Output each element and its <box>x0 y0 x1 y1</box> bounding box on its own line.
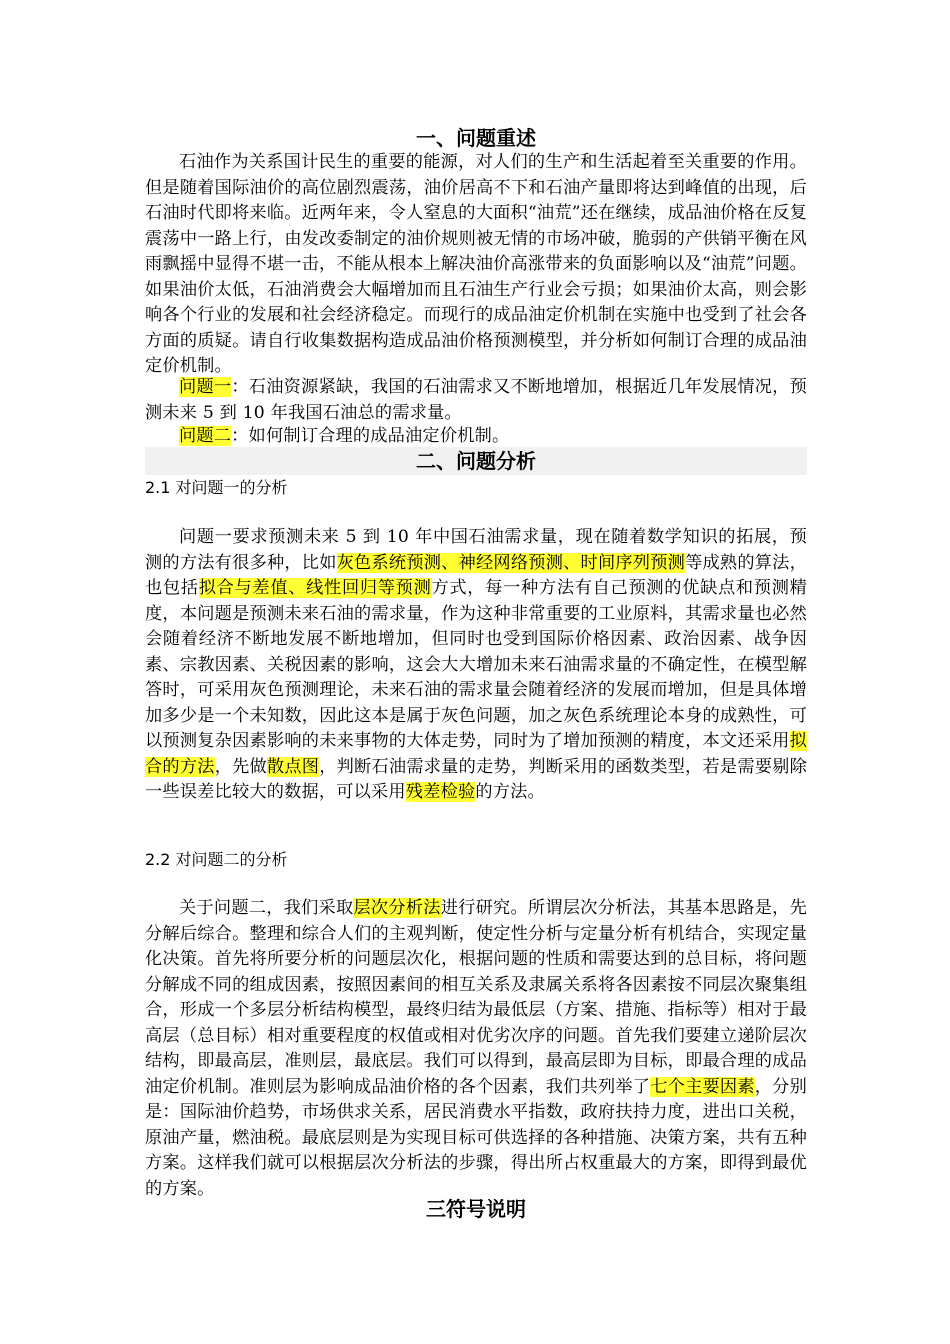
p1-text-4: ，先做 <box>214 756 267 777</box>
p1-highlight-4: 散点图 <box>266 756 320 777</box>
question1-label: 问题一 <box>179 377 232 397</box>
question2-paragraph <box>145 424 807 450</box>
subsection-2-2-paragraph <box>145 896 807 1202</box>
question2-label: 问题二 <box>179 426 232 446</box>
p1-text-2: 等成熟的算法，也包括 <box>145 552 807 598</box>
p1-text-6: 的方法。 <box>475 782 545 802</box>
p1-highlight-1: 灰色系统预测、神经网络预测、时间序列预测 <box>336 552 686 573</box>
p1-highlight-3: 拟合的方法 <box>145 731 807 777</box>
p1-highlight-2: 拟合与差值、线性回归等预测 <box>198 578 432 598</box>
question1-text: ：石油资源紧缺，我国的石油需求又不断地增加，根据近几年发展情况，预测未来 5 到 10 年我国石油总的需求量。 <box>145 377 807 423</box>
subsection-2-1-paragraph <box>145 525 807 806</box>
section2-title: 二、问题分析 <box>145 447 807 475</box>
p1-text-5: ，判断石油需求量的走势，判断采用的函数类型，若是需要剔除一些误差比较大的数据，可以采用 <box>145 756 807 802</box>
subsection-2-1-title: 2.1 对问题一的分析 <box>145 478 288 497</box>
p1-text-1: 问题一要求预测未来 5 到 10 年中国石油需求量，现在随着数学知识的拓展，预测的方法有很多种，比如 <box>145 527 807 573</box>
section3-title: 三符号说明 <box>426 1197 526 1221</box>
question2-text: ：如何制订合理的成品油定价机制。 <box>231 426 510 446</box>
subsection-2-2-title: 2.2 对问题二的分析 <box>145 850 288 869</box>
p2-highlight-1: 层次分析法 <box>353 898 441 918</box>
p2-highlight-2: 七个主要因素 <box>650 1076 755 1097</box>
p2-text-3: ，分别是：国际油价趋势，市场供求关系，居民消费水平指数，政府扶持力度，进出口关税，原油产量，燃油税。最底层则是为实现目标可供选择的各种措施、决策方案，共有五种方案。这样我们就可以根据层次分析法的步骤，得出所占权重最大的方案，即得到最优的方案。 <box>145 1076 807 1199</box>
question1-paragraph <box>145 375 807 426</box>
p2-text-2: 进行研究。所谓层次分析法，其基本思路是，先分解后综合。整理和综合人们的主观判断，使定性分析与定量分析有机结合，实现定量化决策。首先将所要分析的问题层次化，根据问题的性质和需要达到的总目标，将问题分解成不同的组成因素，按照因素间的相互关系及隶属关系将各因素按不同层次聚集组合，形成一个多层分析结构模型，最终归结为最低层（方案、措施、指标等）相对于最高层（总目标）相对重要程度的权值或相对优劣次序的问题。首先我们要建立递阶层次结构，即最高层，准则层，最底层。我们可以得到，最高层即为目标，即最合理的成品油定价机制。准则层为影响成品油价格的各个因素，我们共列举了 <box>145 898 807 1097</box>
p1-text-3: 方式，每一种方法有自己预测的优缺点和预测精度，本问题是预测未来石油的需求量，作为这种非常重要的工业原料，其需求量也必然会随着经济不断地发展不断地增加，但同时也受到国际价格因素、政治因素、战争因素、宗教因素、关税因素的影响，这会大大增加未来石油需求量的不确定性，在模型解答时，可采用灰色预测理论，未来石油的需求量会随着经济的发展而增加，但是具体增加多少是一个未知数，因此这本是属于灰色问题，加之灰色系统理论本身的成熟性，可以预测复杂因素影响的未来事物的大体走势，同时为了增加预测的精度，本文还采用 <box>145 578 807 751</box>
section1-title: 一、问题重述 <box>416 126 536 150</box>
section1-intro: 石油作为关系国计民生的重要的能源，对人们的生产和生活起着至关重要的作用。但是随着国际油价的高位剧烈震荡，油价居高不下和石油产量即将达到峰值的出现，后石油时代即将来临。近两年来，令人窒息的大面积“油荒”还在继续，成品油价格在反复震荡中一路上行，由发改委制定的油价规则被无情的市场冲破，脆弱的产供销平衡在风雨飘摇中显得不堪一击，不能从根本上解决油价高涨带来的负面影响以及“油荒”问题。如果油价太低，石油消费会大幅增加而且石油生产行业会亏损；如果油价太高，则会影响各个行业的发展和社会经济稳定。而现行的成品油定价机制在实施中也受到了社会各方面的质疑。请自行收集数据构造成品油价格预测模型，并分析如何制订合理的成品油定价机制。 <box>145 152 807 376</box>
p2-text-1: 关于问题二，我们采取 <box>179 898 354 918</box>
p1-highlight-5: 残差检验 <box>405 782 476 802</box>
